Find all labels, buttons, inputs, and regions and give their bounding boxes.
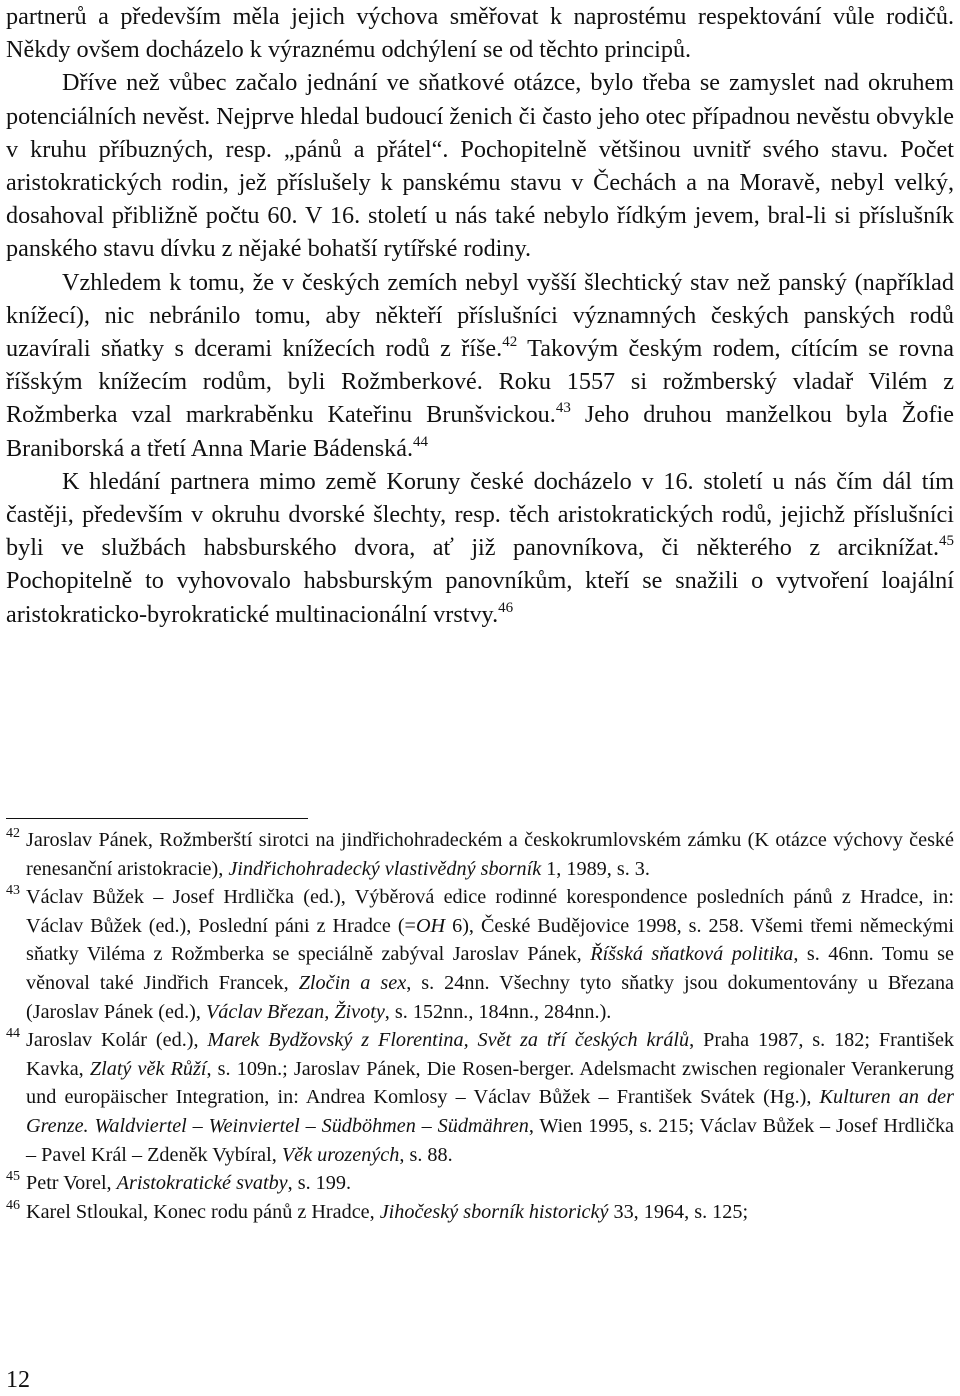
footnote-46-title: Jihočeský sborník historický	[379, 1200, 609, 1223]
paragraph-2-text: Dříve než vůbec začalo jednání ve sňatkové otázce, bylo třeba se zamyslet nad okruhem potenciálních nevěst. Nejprve hledal budoucí ženich či často jeho otec případnou nevěstu obvykle v kruhu příbuzných, resp. „pánů a přátel“. Pochopitelně většinou uvnitř svého stavu. Počet aristokratických rodin, jež příslušely k panskému stavu v Čechách a na Moravě, nebyl velký, dosahoval přibližně počtu 60. V 16. století u nás také nebylo řídkým jevem, bral-li si příslušník panského stavu dívku z nějaké bohatší rytířské rodiny.	[6, 69, 954, 263]
footnote-45-title: Aristokratické svatby	[116, 1172, 288, 1195]
footnote-43-text-d: , s. 24nn. Všechny tyto sňatky jsou dokumentovány u Březana (Jaroslav Pánek (ed.),	[26, 971, 954, 1023]
paragraph-3-text-c: Jeho druhou manželkou byla Žofie Braniborská a třetí Anna Marie Bádenská.	[6, 401, 954, 462]
footnote-43-text-a: Václav Bůžek – Josef Hrdlička (ed.), Výběrová edice rodinné korespondence posledních pánů z Hradce, in: Václav Bůžek (ed.), Poslední páni z Hradce (=	[26, 886, 954, 937]
footnote-44-italic-1: Marek Bydžovský z Florentina, Svět za tří českých králů	[207, 1029, 690, 1052]
footnote-44-italic-4: Věk urozených	[281, 1143, 400, 1166]
footnote-ref-43[interactable]: 43	[555, 400, 571, 417]
footnote-44: 44 Jaroslav Kolár (ed.), Marek Bydžovský z Florentina, Svět za tří českých králů, Praha 1987, s. 182; František Kavka, Zlatý věk Růží, s. 109n.; Jaroslav Pánek, Die Rosen-berger. Adelsmacht zwischen regionaler Verankerung und europäischer Integration, in: Andrea Komlosy – Václav Bůžek – František Svátek (Hg.), Kulturen an der Grenze. Waldviertel – Weinviertel – Südböhmen – Südmähren, Wien 1995, s. 215; Václav Bůžek – Josef Hrdlička – Pavel Král – Zdeněk Vybíral, Věk urozených, s. 88.	[6, 1026, 954, 1166]
footnote-42-title: Jindřichohradecký vlastivědný sborník	[228, 857, 542, 880]
footnote-44-text-a: Jaroslav Kolár (ed.),	[26, 1029, 208, 1052]
footnote-43-text-c: , s. 46nn. Tomu se věnoval také Jindřich Francek,	[26, 943, 954, 994]
footnote-ref-42[interactable]: 42	[502, 334, 518, 351]
paragraph-4-text-a: K hledání partnera mimo země Koruny české docházelo v 16. století u nás čím dál tím častěji, především v okruhu dvorské šlechty, resp. těch aristokratických rodů, jejichž příslušníci byli ve službách habsburského dvora, ať již panovníkova, či některého z arciknížat.	[6, 467, 954, 562]
footnote-43-italic-1: OH	[415, 914, 446, 937]
footnote-46: 46 Karel Stloukal, Konec rodu pánů z Hradce, Jihočeský sborník historický 33, 1964, s. 125;	[6, 1197, 749, 1223]
footnote-45-text-b: , s. 199.	[287, 1172, 352, 1195]
footnote-43: 43 Václav Bůžek – Josef Hrdlička (ed.), Výběrová edice rodinné korespondence posledních pánů z Hradce, in: Václav Bůžek (ed.), Poslední páni z Hradce (=OH 6), České Budějovice 1998, s. 258. Všemi třemi německými sňatky Viléma z Rožmberka se speciálně zabýval Jaroslav Pánek, Říšská sňatková politika, s. 46nn. Tomu se věnoval také Jindřich Francek, Zločin a sex, s. 24nn. Všechny tyto sňatky jsou dokumentovány u Březana (Jaroslav Pánek (ed.), Václav Březan, Životy, s. 152nn., 184nn., 284nn.).	[6, 883, 954, 1023]
paragraph-1	[6, 0, 954, 66]
paragraph-4	[6, 465, 954, 631]
paragraph-2	[6, 66, 954, 265]
footnote-44-text-b: , Praha 1987, s. 182; František Kavka,	[26, 1029, 954, 1080]
paragraph-1-text: partnerů a především měla jejich výchova směřovat k naprostému respektování vůle rodičů. Někdy ovšem docházelo k výraznému odchýlení se od těchto principů.	[6, 3, 954, 64]
footnote-46-text-a: Karel Stloukal, Konec rodu pánů z Hradce,	[26, 1200, 380, 1223]
main-text	[6, 0, 954, 631]
footnote-44-italic-2: Zlatý věk Růží	[89, 1057, 207, 1080]
footnote-42-text-a: Jaroslav Pánek, Rožmberští sirotci na jindřichohradeckém a českokrumlovském zámku (K otázce výchovy české renesanční aristokracie),	[26, 829, 954, 880]
footnote-43-text-e: , s. 152nn., 184nn., 284nn.).	[384, 1000, 612, 1023]
footnote-44-text-e: , s. 88.	[399, 1143, 453, 1166]
footnote-45-text-a: Petr Vorel,	[26, 1172, 117, 1195]
paragraph-3-text-b: Takovým českým rodem, cítícím se rovna říšským knížecím rodům, byli Rožmberkové. Roku 1557 si rožmberský vladař Vilém z Rožmberka vzal markraběnku Kateřinu Brunšvickou.	[6, 335, 954, 429]
footnote-44-text-d: , Wien 1995, s. 215; Václav Bůžek – Josef Hrdlička – Pavel Král – Zdeněk Vybíral,	[26, 1114, 954, 1166]
footnote-44-italic-3: Kulturen an der Grenze. Waldviertel – Weinviertel – Südböhmen – Südmähren	[26, 1086, 954, 1137]
footnote-43-italic-4: Václav Březan, Životy	[205, 1000, 385, 1023]
footnote-separator	[6, 818, 308, 819]
footnote-ref-45[interactable]: 45	[939, 533, 954, 550]
paragraph-3-text-a: Vzhledem k tomu, že v českých zemích nebyl vyšší šlechtický stav než panský (například knížecí), nic nebránilo tomu, aby někteří příslušníci významných českých panských rodů uzavírali sňatky s dcerami knížecích rodů z říše.	[6, 268, 954, 363]
footnote-42: 42 Jaroslav Pánek, Rožmberští sirotci na jindřichohradeckém a českokrumlovském zámku (K otázce výchovy české renesanční aristokracie), Jindřichohradecký vlastivědný sborník 1, 1989, s. 3.	[6, 826, 954, 880]
footnote-46-text-b: 33, 1964, s. 125;	[608, 1200, 749, 1223]
page-number: 12	[6, 1367, 30, 1393]
footnote-43-text-b: 6), České Budějovice 1998, s. 258. Všemi třemi německými sňatky Viléma z Rožmberka se speciálně zabýval Jaroslav Pánek,	[26, 914, 954, 966]
paragraph-3	[6, 266, 954, 465]
footnote-42-text-b: 1, 1989, s. 3.	[541, 857, 650, 880]
footnote-45: 45 Petr Vorel, Aristokratické svatby, s. 199.	[6, 1169, 352, 1195]
footnote-ref-44[interactable]: 44	[413, 433, 429, 450]
footnote-43-italic-3: Zločin a sex	[298, 971, 407, 994]
footnote-ref-46[interactable]: 46	[498, 599, 514, 616]
footnote-43-italic-2: Říšská sňatková politika	[590, 943, 794, 966]
footnote-44-text-c: , s. 109n.; Jaroslav Pánek, Die Rosen-berger. Adelsmacht zwischen regionaler Verankerung und europäischer Integration, in: Andrea Komlosy – Václav Bůžek – František Svátek (Hg.),	[26, 1057, 954, 1109]
paragraph-4-text-b: Pochopitelně to vyhovovalo habsburským panovníkům, kteří se snažili o vytvoření loajální aristokraticko-byrokratické multinacionální vrstvy.	[6, 567, 954, 628]
footnotes	[6, 826, 954, 1226]
